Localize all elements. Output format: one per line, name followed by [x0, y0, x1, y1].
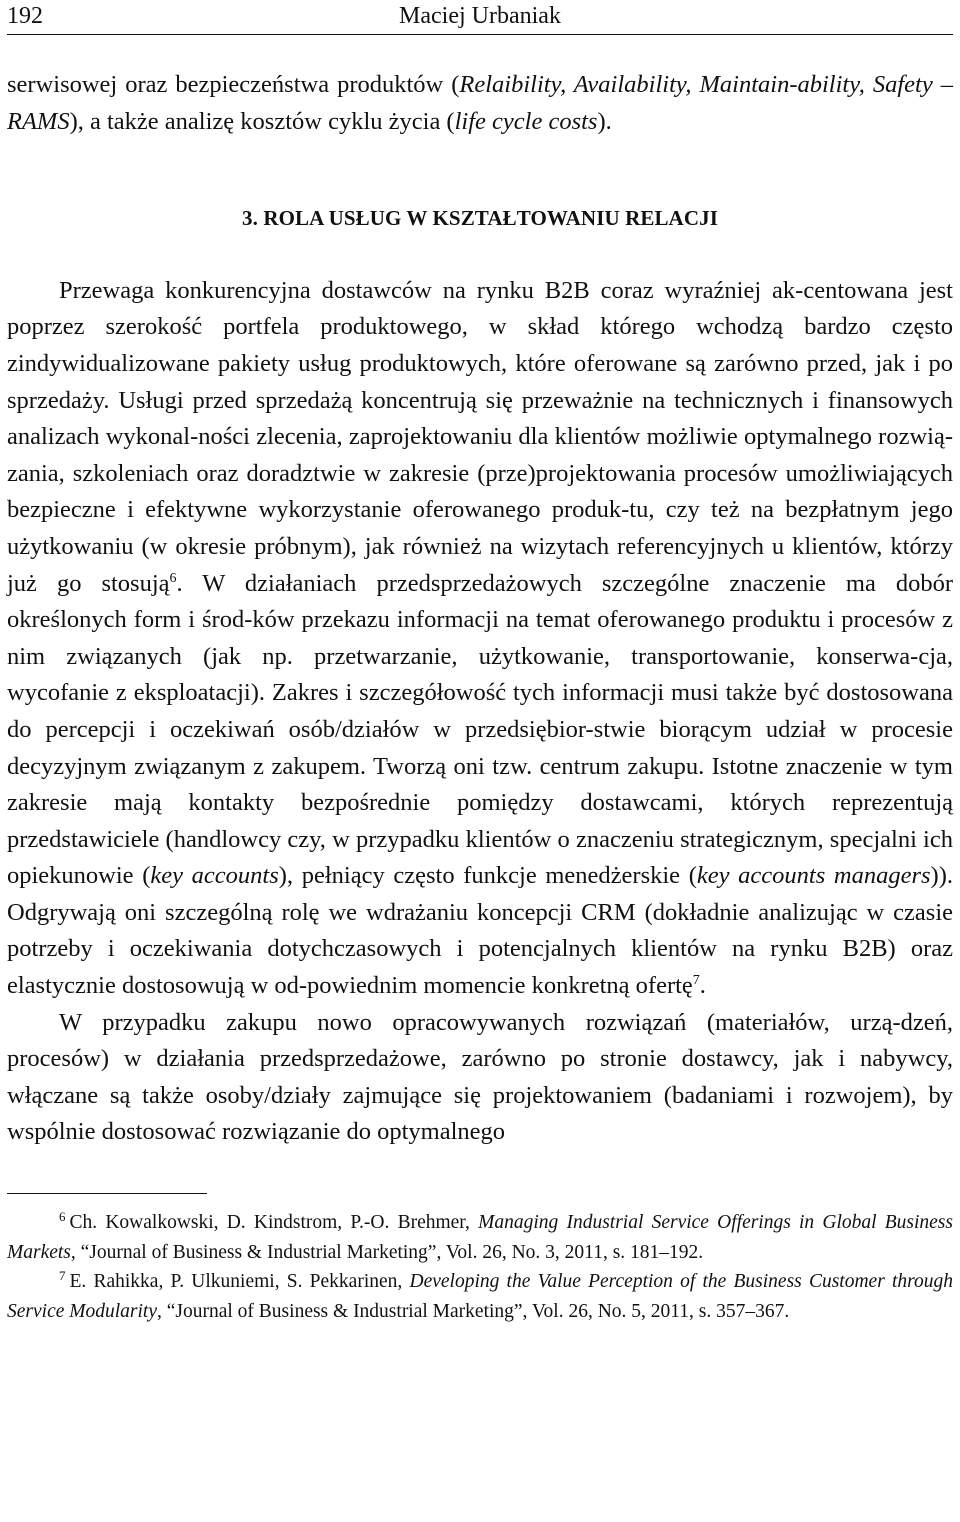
footnote-text: , “Journal of Business & Industrial Marketing”, Vol. 26, No. 5, 2011, s. 357–367. — [157, 1300, 790, 1322]
footnote-6 — [7, 1208, 953, 1267]
paragraph-text: . — [699, 972, 706, 1000]
footnote-title: Managing Industrial Service Offerings in Global Business Markets — [7, 1212, 953, 1263]
footnotes — [7, 1208, 953, 1326]
italic-term-key-accounts: key accounts — [150, 862, 279, 890]
paragraph-1 — [7, 273, 953, 1005]
footnote-number: 6 — [59, 1208, 66, 1224]
running-header-author: Maciej Urbaniak — [399, 3, 561, 29]
body-text — [7, 67, 953, 1151]
paragraph-text: ), pełniący często funkcje menedżerskie ( — [278, 862, 697, 890]
intro-italic-lcc: life cycle costs — [454, 107, 598, 135]
intro-paragraph — [7, 67, 953, 140]
intro-text: ). — [597, 107, 612, 135]
intro-text: serwisowej oraz bezpieczeństwa produktów ( — [7, 71, 460, 98]
italic-term-key-accounts-managers: key accounts managers — [696, 862, 931, 890]
footnote-ref-6: 6 — [169, 570, 177, 586]
running-header — [7, 0, 953, 35]
intro-text: ), a także analizę kosztów cyklu życia ( — [69, 107, 455, 135]
page-number: 192 — [7, 3, 43, 29]
footnote-text: Ch. Kowalkowski, D. Kindstrom, P.-O. Brehmer, — [69, 1212, 479, 1234]
footnote-number: 7 — [59, 1267, 66, 1283]
paragraph-text: . W działaniach przedsprzedażowych szczególne znaczenie ma dobór określonych form i środ-ków przekazu informacji na temat oferowanego produktu i procesów z nim związanych (jak np. przetwarzanie, użytkowanie, transportowanie, konserwa-cja, wycofanie z eksploatacji). Zakres i szczegółowość tych informacji musi także być dostosowana do percepcji i oczekiwań osób/działów w przedsiębior-stwie biorącym udział w procesie decyzyjnym związanym z zakupem. Tworzą oni tzw. centrum zakupu. Istotne znaczenie w tym zakresie mają kontakty bezpośrednie pomiędzy dostawcami, których reprezentują przedstawiciele (handlowcy czy, w przypadku klientów o znaczeniu strategicznym, specjalni ich opiekunowie ( — [7, 569, 953, 890]
intro-italic-rams: Relaibility, Availability, Maintain-ability, Safety – RAMS — [7, 71, 953, 135]
footnote-separator — [7, 1193, 207, 1194]
paragraph-text: )). Odgrywają oni szczególną rolę we wdrażaniu koncepcji CRM (dokładnie analizując w czasie potrzeby i oczekiwania dotychczasowych i potencjalnych klientów na rynku B2B) oraz elastycznie dostosowują w od-powiednim momencie konkretną ofertę — [7, 862, 953, 1000]
footnote-text: E. Rahikka, P. Ulkuniemi, S. Pekkarinen, — [69, 1271, 410, 1293]
section-heading: 3. ROLA USŁUG W KSZTAŁTOWANIU RELACJI — [242, 206, 718, 231]
footnote-text: , “Journal of Business & Industrial Marketing”, Vol. 26, No. 3, 2011, s. 181–192. — [70, 1241, 704, 1263]
document-page — [7, 0, 953, 1326]
paragraph-2: W przypadku zakupu nowo opracowywanych rozwiązań (materiałów, urzą-dzeń, procesów) w działania przedsprzedażowe, zarówno po stronie dostawcy, jak i nabywcy, włączane są także osoby/działy zajmujące się projektowaniem (badaniami i rozwojem), by wspólnie dostosować rozwiązanie do optymalnego — [7, 1008, 953, 1146]
paragraph-text: Przewaga konkurencyjna dostawców na rynku B2B coraz wyraźniej ak-centowana jest poprzez szerokość portfela produktowego, w skład którego wchodzą bardzo często zindywidualizowane pakiety usług produktowych, które oferowane są zarówno przed, jak i po sprzedaży. Usługi przed sprzedażą koncentrują się przeważnie na technicznych i finansowych analizach wykonal-ności zlecenia, zaprojektowaniu dla klientów możliwie optymalnego rozwią-zania, szkoleniach oraz doradztwie w zakresie (prze)projektowania procesów umożliwiających bezpieczne i efektywne wykorzystanie oferowanego produk-tu, czy też na bezpłatnym jego użytkowaniu (w okresie próbnym), jak również na wizytach referencyjnych u klientów, którzy już go stosują — [7, 276, 953, 597]
footnote-7 — [7, 1267, 953, 1326]
footnote-title: Developing the Value Perception of the Business Customer through Service Modularity — [7, 1271, 954, 1322]
footnote-ref-7: 7 — [692, 972, 700, 988]
